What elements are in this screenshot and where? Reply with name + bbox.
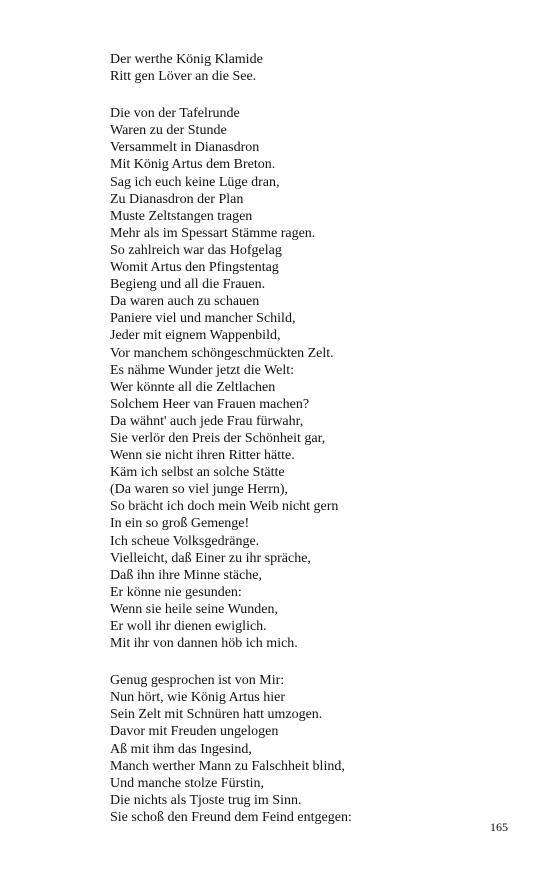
verse-line: Sie verlör den Preis der Schönheit gar, bbox=[110, 430, 326, 446]
verse-line: Sein Zelt mit Schnüren hatt umzogen. bbox=[110, 707, 323, 723]
stanza bbox=[110, 51, 510, 85]
verse-line: Vor manchem schöngeschmückten Zelt. bbox=[110, 345, 334, 361]
verse-line: Jeder mit eignem Wappenbild, bbox=[110, 328, 281, 344]
verse-line: Und manche stolze Fürstin, bbox=[110, 775, 264, 791]
verse-line: Genug gesprochen ist von Mir: bbox=[110, 673, 285, 689]
page-number: 165 bbox=[490, 820, 508, 834]
verse-line: Da wähnt' auch jede Frau fürwahr, bbox=[110, 413, 304, 429]
verse-line: Wenn sie heile seine Wunden, bbox=[110, 601, 278, 617]
verse-line: Wer könnte all die Zeltlachen bbox=[110, 379, 276, 395]
verse-line: Er woll ihr dienen ewiglich. bbox=[110, 619, 267, 634]
verse-line: Der werthe König Klamide bbox=[110, 52, 263, 67]
verse-line: (Da waren so viel junge Herrn), bbox=[110, 482, 289, 498]
stanza bbox=[110, 105, 510, 652]
verse-line: Muste Zeltstangen tragen bbox=[110, 208, 253, 224]
verse-line: Davor mit Freuden ungelogen bbox=[110, 724, 279, 740]
verse-line: Wenn sie nicht ihren Ritter hätte. bbox=[110, 448, 295, 464]
verse-line: Es nähme Wunder jetzt die Welt: bbox=[110, 362, 295, 378]
stanza bbox=[110, 672, 510, 826]
verse-line: In ein so groß Gemenge! bbox=[110, 516, 250, 532]
verse-line: Mit König Artus dem Breton. bbox=[110, 157, 276, 173]
verse-line: Käm ich selbst an solche Stätte bbox=[110, 465, 285, 481]
verse-line: Die von der Tafelrunde bbox=[110, 106, 240, 122]
poem-text bbox=[110, 51, 510, 826]
verse-line: So brächt ich doch mein Weib nicht gern bbox=[110, 499, 339, 515]
verse-line: Die nichts als Tjoste trug im Sinn. bbox=[110, 792, 302, 808]
verse-line: Da waren auch zu schauen bbox=[110, 294, 260, 310]
verse-line: Mehr als im Spessart Stämme ragen. bbox=[110, 225, 316, 241]
verse-line: Waren zu der Stunde bbox=[110, 123, 227, 139]
verse-line: Daß ihn ihre Minne stäche, bbox=[110, 567, 263, 583]
verse-line: Aß mit ihm das Ingesind, bbox=[110, 741, 252, 757]
verse-line: Mit ihr von dannen höb ich mich. bbox=[110, 636, 298, 652]
verse-line: Paniere viel und mancher Schild, bbox=[110, 311, 296, 327]
verse-line: Nun hört, wie König Artus hier bbox=[110, 690, 285, 706]
verse-line: Solchem Heer van Frauen machen? bbox=[110, 396, 310, 412]
verse-line: Ich scheue Volksgedränge. bbox=[110, 533, 260, 549]
verse-line: Sie schoß den Freund dem Feind entgegen: bbox=[110, 809, 352, 825]
verse-line: Er könne nie gesunden: bbox=[110, 584, 242, 600]
verse-line: Versammelt in Dianasdron bbox=[110, 140, 260, 156]
verse-line: Ritt gen Löver an die See. bbox=[110, 69, 257, 85]
verse-line: Vielleicht, daß Einer zu ihr spräche, bbox=[110, 550, 311, 566]
verse-line: Zu Dianasdron der Plan bbox=[110, 191, 244, 207]
verse-line: Begieng und all die Frauen. bbox=[110, 277, 266, 293]
verse-line: So zahlreich war das Hofgelag bbox=[110, 242, 282, 258]
verse-line: Sag ich euch keine Lüge dran, bbox=[110, 174, 280, 190]
verse-line: Manch werther Mann zu Falschheit blind, bbox=[110, 758, 345, 774]
verse-line: Womit Artus den Pfingstentag bbox=[110, 260, 279, 276]
